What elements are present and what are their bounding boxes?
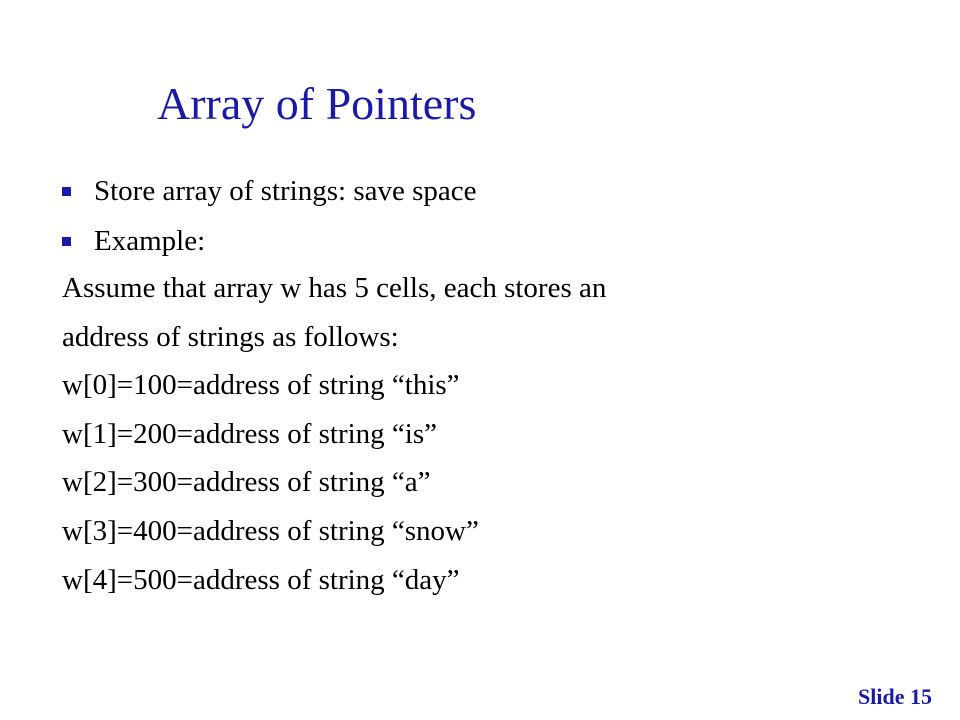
bullet-text: Example: [94, 224, 206, 257]
body-line: w[1]=200=address of string “is” [62, 417, 437, 450]
body-line: w[4]=500=address of string “day” [62, 563, 460, 596]
body-line: Assume that array w has 5 cells, each stores an [62, 272, 607, 304]
bullet-list [62, 166, 477, 266]
square-bullet-icon [62, 187, 71, 196]
bullet-item [62, 166, 477, 216]
body-line: w[3]=400=address of string “snow” [62, 514, 479, 547]
body-line: w[2]=300=address of string “a” [62, 466, 431, 499]
slide-title: Array of Pointers [157, 78, 477, 129]
body-text [62, 264, 606, 604]
body-line: address of strings as follows: [62, 320, 399, 353]
bullet-text: Store array of strings: save space [94, 174, 477, 207]
square-bullet-icon [62, 237, 71, 246]
bullet-item [62, 216, 477, 266]
slide-number: Slide 15 [858, 684, 932, 709]
body-line: w[0]=100=address of string “this” [62, 369, 460, 402]
